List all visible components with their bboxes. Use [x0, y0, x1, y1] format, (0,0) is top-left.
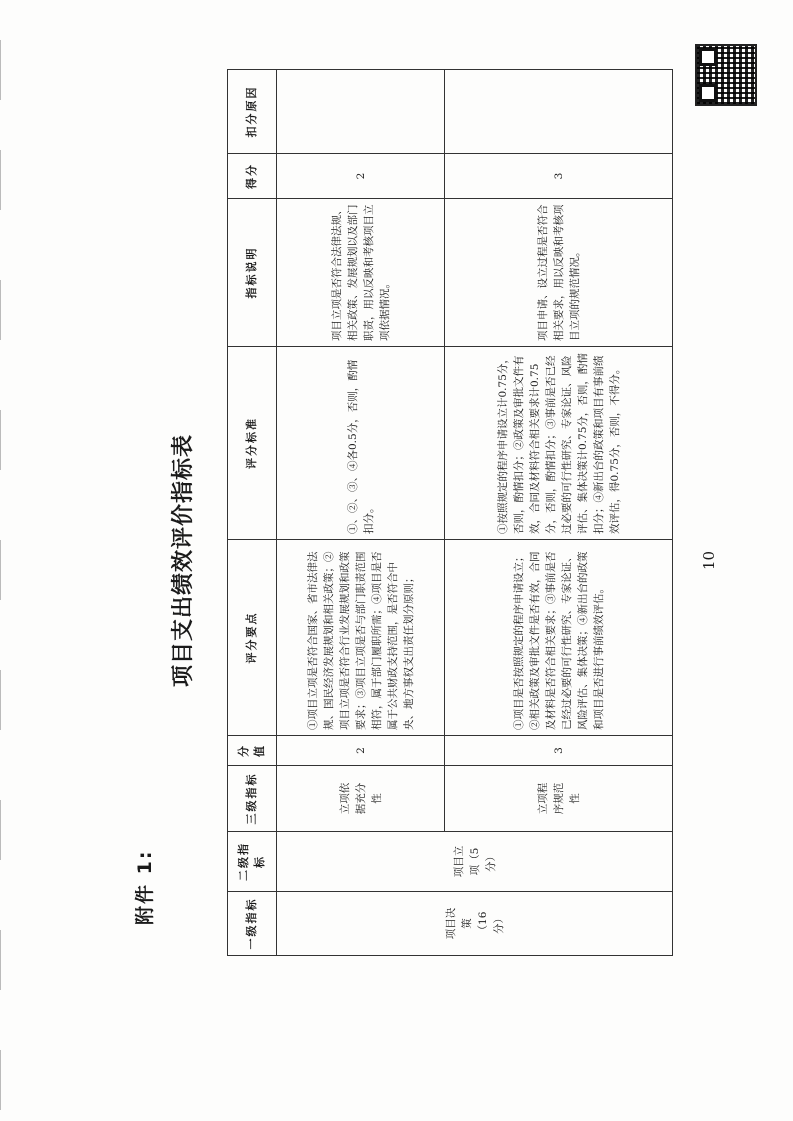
reason-cell [277, 70, 445, 154]
level3-cell [445, 766, 673, 832]
level1-text: 项目决策（16分） [444, 907, 505, 940]
header-level3: 三级指标 [228, 766, 277, 832]
indicator-table [227, 69, 673, 956]
score-cell: 3 [445, 736, 673, 766]
level3-text: 立项程序规范性 [536, 782, 581, 815]
criteria-cell: ①、②、③、④各0.5分，否则，酌情扣分。 [277, 347, 445, 540]
description-cell: 项目立项是否符合法律法规、相关政策、发展规划以及部门职责，用以反映和考核项目立项依据情况。 [277, 199, 445, 347]
header-score: 分值 [228, 736, 277, 766]
table-row [445, 70, 673, 956]
table-row [277, 70, 445, 956]
got-cell: 3 [445, 154, 673, 199]
header-description: 指标说明 [228, 199, 277, 347]
header-criteria: 评分标准 [228, 347, 277, 540]
score-cell: 2 [277, 736, 445, 766]
key-points-cell: ①项目是否按照规定的程序申请设立；②相关政策及审批文件是否有效，合同及材料是否符合相关要求；③事前是否已经过必要的可行性研究、专家论证、风险评估、集体决策；④新出台的政策和项目是否进行事前绩效评估。 [445, 540, 673, 736]
table-header-row [228, 70, 277, 956]
level2-cell [277, 832, 673, 892]
page-number: 10 [700, 550, 718, 571]
attachment-label: 附件 1: [134, 849, 156, 925]
header-reason: 扣分原因 [228, 70, 277, 154]
got-cell: 2 [277, 154, 445, 199]
header-level1: 一级指标 [228, 892, 277, 956]
level3-cell [277, 766, 445, 832]
level3-text: 立项依据充分性 [338, 782, 383, 815]
description-cell: 项目申请、设立过程是否符合相关要求，用以反映和考核项目立项的规范情况。 [445, 199, 673, 347]
level1-cell [277, 892, 673, 956]
page-title: 项目支出绩效评价指标表 [171, 434, 196, 688]
header-key-points: 评分要点 [228, 540, 277, 736]
key-points-cell: ①项目立项是否符合国家、省市法律法规、国民经济发展规划和相关政策；②项目立项是否符合行业发展规划和政策要求；③项目立项是否与部门职责范围相符，属于部门履职所需；④项目是否属于公共财政支持范围，是否符合中央、地方事权支出责任划分原则； [277, 540, 445, 736]
level2-text: 项目立项（5分） [452, 845, 497, 878]
criteria-cell: ①按照规定的程序申请设立计0.75分，否则，酌情扣分；②政策及审批文件有效，合同及材料符合相关要求计0.75分，否则，酌情扣分；③事前是否已经过必要的可行性研究、专家论证、风险评估、集体决策计0.75分，否则，酌情扣分；④新出台的政策和项目有事前绩效评估，得0.75分，否则，不得分。 [445, 347, 673, 540]
reason-cell [445, 70, 673, 154]
header-got: 得分 [228, 154, 277, 199]
header-level2: 二级指标 [228, 832, 277, 892]
